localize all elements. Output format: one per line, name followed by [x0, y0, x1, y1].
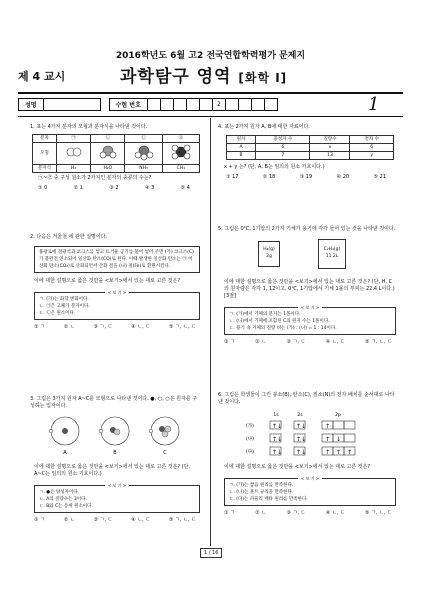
exam-no-box[interactable]: [174, 98, 187, 111]
svg-text:↑↓: ↑↓: [296, 423, 307, 430]
choice[interactable]: ① ㄱ: [34, 517, 45, 523]
exam-no-box[interactable]: [239, 98, 252, 111]
svg-text:↑↓: ↑↓: [296, 449, 307, 456]
nh3-model-icon: [133, 143, 155, 161]
q1-stem: 1. 표는 4가지 분자의 모형과 분자식을 나타낸 것이다.: [30, 124, 148, 130]
bogi-item: ㄴ. (나)는 훈트 규칙을 만족한다.: [229, 490, 294, 495]
choice[interactable]: ④ ㄴ, ㄷ: [325, 510, 345, 516]
question-3: [30, 396, 200, 524]
gas-amount: 2g: [266, 254, 272, 259]
choice[interactable]: ① ㄱ: [224, 510, 235, 516]
exam-no-box[interactable]: [252, 98, 265, 111]
q4-header: 중성자 수: [256, 136, 310, 144]
bogi-item: ㄱ. (가)는 쌓음 원리를 만족한다.: [229, 483, 294, 488]
svg-text:↑↓: ↑↓: [272, 423, 283, 430]
choice[interactable]: ④ ㄴ, ㄷ: [325, 339, 345, 345]
question-2: [30, 234, 200, 331]
q3-question: 이에 대한 설명으로 옳은 것만을 <보기>에서 있는 대로 고른 것은? (단, A~C는 임의의 원소 기호이다.): [34, 464, 191, 477]
choice[interactable]: ⑤ ㄱ, ㄴ, ㄷ: [365, 339, 392, 345]
choice[interactable]: ① 17: [226, 174, 239, 180]
row-label: (가): [246, 424, 254, 429]
choice[interactable]: ⑤ ㄱ, ㄴ, ㄷ: [169, 517, 196, 523]
q5-question: 이에 대한 설명으로 옳은 것만을 <보기>에서 있는 대로 고른 것은? (단, H, C의 원자량은 각각 1, 12이고, 0℃, 1기압에서 기체 1몰의 부피는 22.4 L이다.) [3점]: [224, 279, 395, 299]
q1-row-label: 분자: [33, 135, 57, 143]
subject-name: 과학탐구 영역: [120, 67, 232, 87]
name-field[interactable]: [44, 98, 101, 111]
ch4-model-icon: [170, 143, 192, 161]
bogi-item: ㄴ. ㉠은 고체가 분자이다.: [39, 304, 90, 309]
svg-text:↑: ↑: [325, 449, 331, 456]
q1-question: ㉠~㉣ 중 구성 원소가 2가지인 분자의 종류의 수는?: [38, 175, 152, 181]
svg-text:↑: ↑: [325, 436, 331, 443]
gas-name: H₂(g): [263, 247, 275, 252]
choice[interactable]: ③ ㄱ, ㄷ: [93, 324, 113, 330]
bogi-item: ㄷ. B와 C는 동위 원소이다.: [39, 504, 93, 509]
q6-question: 이에 대한 설명으로 옳은 것만을 <보기>에서 있는 대로 고른 것은?: [224, 464, 371, 470]
q1-model: [162, 143, 199, 165]
exam-no-box[interactable]: [226, 98, 239, 111]
gas-amount: 11.2L: [325, 254, 339, 259]
choice[interactable]: ② ㄴ: [255, 339, 267, 345]
orbital-boxes: [270, 421, 355, 455]
id-row: [18, 98, 318, 111]
atom-label: B: [113, 450, 117, 456]
bogi-item: ㄷ. ㉡은 원소이다.: [39, 311, 76, 316]
exam-no-box[interactable]: [148, 98, 161, 111]
subject-sub: [화학 Ⅰ]: [238, 71, 288, 85]
h2-model-icon: [64, 146, 84, 158]
q5-choices: [224, 339, 392, 346]
q4-cell: 6: [256, 144, 310, 152]
bogi-item: ㄴ. (나)에서 기체에 포함된 C의 원자 수는 1몰이다.: [229, 319, 330, 324]
exam-no-box[interactable]: [161, 98, 174, 111]
choice[interactable]: ⑤ ㄱ, ㄴ, ㄷ: [169, 324, 196, 330]
choice[interactable]: ② 18: [262, 174, 276, 180]
q4-choices: [226, 174, 386, 181]
h2o-model-icon: [98, 144, 118, 160]
q1-col: ㉢: [125, 135, 162, 143]
choice[interactable]: ① ㄱ: [224, 339, 235, 345]
q4-cell: y: [350, 152, 394, 160]
footer-page: 1: [204, 550, 208, 556]
exam-no-box[interactable]: [187, 98, 200, 111]
bogi-item: ㄷ. 용기 속 기체의 질량 비는 (가) : (나) = 1 : 14이다.: [229, 326, 337, 331]
q1-model: [91, 143, 125, 165]
q1-formula: CH₄: [162, 165, 199, 173]
choice[interactable]: ④ ㄴ, ㄷ: [131, 517, 151, 523]
orbital-label: 2p: [335, 413, 341, 418]
q3-stem: 3. 그림은 3가지 원자 A~C를 모형으로 나타낸 것이다. ●, ○, ○은 원자를 구성하는 입자이다.: [30, 396, 198, 409]
row-label: (다): [246, 450, 254, 455]
q5-stem: 5. 그림은 0℃, 1기압의 2가지 기체가 용기에 각각 들어 있는 것을 나타낸 것이다.: [218, 226, 396, 232]
q1-row-label: 분자식: [33, 165, 57, 173]
header-rule: [18, 92, 403, 94]
choice[interactable]: ③ ㄱ, ㄷ: [93, 517, 113, 523]
q5-containers: [218, 239, 396, 277]
q4-cell: 13: [310, 152, 350, 160]
gas-name: C₂H₄(g): [323, 247, 341, 252]
subject-title: [120, 62, 287, 87]
svg-text:↑: ↑: [325, 423, 331, 430]
choice[interactable]: ④ 20: [336, 174, 350, 180]
question-1: [30, 124, 200, 192]
atom-c-icon: [149, 417, 179, 445]
page-number: 1: [368, 94, 380, 115]
q4-cell: x: [310, 144, 350, 152]
q4-header: 전자 수: [350, 136, 394, 144]
q1-col: ㉠: [56, 135, 90, 143]
q1-row-label: 모형: [33, 143, 57, 165]
atom-b-icon: [99, 417, 129, 445]
q4-cell: B: [227, 152, 256, 160]
choice[interactable]: ③ 19: [299, 174, 313, 180]
q1-table: [32, 134, 200, 173]
row-label: (나): [246, 437, 254, 442]
q2-bogi-box: [34, 292, 200, 320]
exam-no-digit[interactable]: 2: [213, 98, 226, 111]
exam-no-label: 수험 번호: [109, 98, 148, 111]
q2-passage: 용광로에 철광석과 코크스를 넣고 뜨거운 공기를 불어 넣어 주면 (가) 코크스(C)가 불완전 연소되어 일산화 탄소(CO)로 된다. 이때 발생한 일산화 탄소는 ㉠ 이산화 탄소(CO₂)로 산화되면서 산화 철을 (나) 철(Fe)로 환원시킨다.: [34, 246, 200, 273]
exam-title: 2016학년도 6월 고2 전국연합학력평가 문제지: [115, 51, 306, 61]
q1-col: ㉣: [162, 135, 199, 143]
name-label: 성명: [18, 98, 44, 111]
q2-choices: [34, 324, 196, 331]
electron-arrows: [272, 423, 352, 456]
choice[interactable]: ③ 2: [109, 185, 119, 191]
container-b: [318, 239, 346, 269]
q3-bogi-box: [34, 485, 200, 513]
choice[interactable]: ⑤ 21: [373, 174, 386, 180]
q6-choices: [224, 510, 392, 517]
exam-no-box[interactable]: [200, 98, 213, 111]
choice[interactable]: ⑤ ㄱ, ㄴ, ㄷ: [365, 510, 392, 516]
q5-bogi-box: [224, 307, 396, 335]
choice[interactable]: ③ ㄱ, ㄷ: [286, 339, 306, 345]
q4-stem: 4. 표는 2가지 원자 A, B에 대한 자료이다.: [218, 124, 310, 130]
question-6: [218, 392, 396, 517]
choice[interactable]: ① 0: [38, 185, 48, 191]
q1-formula: NH₃: [125, 165, 162, 173]
choice[interactable]: ③ ㄱ, ㄷ: [286, 510, 306, 516]
q1-col: ㉡: [91, 135, 125, 143]
container-a: [258, 241, 280, 267]
orbital-label: 2s: [297, 413, 303, 418]
q4-cell: A: [227, 144, 256, 152]
q3-choices: [34, 517, 196, 524]
svg-text:↓: ↓: [336, 436, 342, 443]
choice[interactable]: ① ㄱ: [34, 324, 45, 330]
q2-stem: 2. 다음은 겨울철 에 관한 설명이다.: [30, 234, 108, 240]
bogi-item: ㄱ. ●은 양성자이다.: [39, 490, 80, 495]
q1-model: [125, 143, 162, 165]
q1-formula: H₂O: [91, 165, 125, 173]
q6-electron-diagram: [218, 409, 396, 459]
choice[interactable]: ② 1: [73, 185, 83, 191]
bogi-caption: < 보 기 >: [298, 305, 322, 310]
header-rule-2: [18, 116, 403, 117]
period-label: 제 4 교시: [18, 70, 66, 83]
choice[interactable]: ② ㄴ: [63, 324, 75, 330]
bogi-caption: < 보 기 >: [298, 476, 322, 481]
q4-cell: 6: [350, 144, 394, 152]
atom-label: C: [163, 450, 167, 456]
svg-text:↑↓: ↑↓: [272, 449, 283, 456]
q4-header: 질량수: [310, 136, 350, 144]
q4-header: 원자: [227, 136, 256, 144]
q6-bogi-box: [224, 478, 396, 506]
svg-text:↑↓: ↑↓: [296, 436, 307, 443]
bogi-item: ㄱ. (가)에서 기체의 분자는 1몰이다.: [229, 312, 301, 317]
page-footer: 1 / 16: [200, 548, 222, 558]
footer-total: 16: [212, 550, 219, 556]
q4-cell: 7: [256, 152, 310, 160]
choice[interactable]: ⑤ 4: [180, 185, 190, 191]
choice[interactable]: ④ ㄴ, ㄷ: [131, 324, 151, 330]
choice[interactable]: ④ 3: [145, 185, 155, 191]
question-4: [218, 124, 396, 181]
q4-table: [226, 135, 394, 160]
question-5: [218, 226, 396, 346]
bogi-item: ㄱ. (가)는 화학 변화이다.: [39, 297, 89, 302]
svg-text:↑↓: ↑↓: [272, 436, 283, 443]
q6-stem: 6. 그림은 학생들이 그린 붕소(B), 탄소(C), 질소(N)의 전자 배치를 순서대로 나타낸 것이다.: [218, 392, 395, 405]
bogi-caption: < 보 기 >: [105, 290, 129, 295]
choice[interactable]: ② ㄴ: [255, 510, 267, 516]
exam-no-box[interactable]: [265, 98, 278, 111]
bogi-item: ㄷ. (다)는 파울리 배타 원리를 만족한다.: [229, 497, 308, 502]
q2-question: 이에 대한 설명으로 옳은 것만을 <보기>에서 있는 대로 고른 것은?: [34, 278, 181, 284]
q4-question: x + y 는? (단, A, B는 임의의 원소 기호이다.): [224, 164, 325, 170]
bogi-caption: < 보 기 >: [105, 483, 129, 488]
bogi-item: ㄴ. A의 질량수는 3이다.: [39, 497, 87, 502]
q1-formula: H₂: [56, 165, 90, 173]
q1-choices: [38, 185, 190, 192]
atom-a-icon: [49, 417, 79, 445]
svg-text:↑: ↑: [347, 449, 353, 456]
atom-label: A: [63, 450, 67, 456]
column-divider: [210, 118, 211, 546]
q1-model: [56, 143, 90, 165]
svg-text:↑: ↑: [336, 449, 342, 456]
q3-atom-models: [30, 413, 200, 457]
orbital-label: 1s: [273, 413, 279, 418]
choice[interactable]: ② ㄴ: [63, 517, 75, 523]
